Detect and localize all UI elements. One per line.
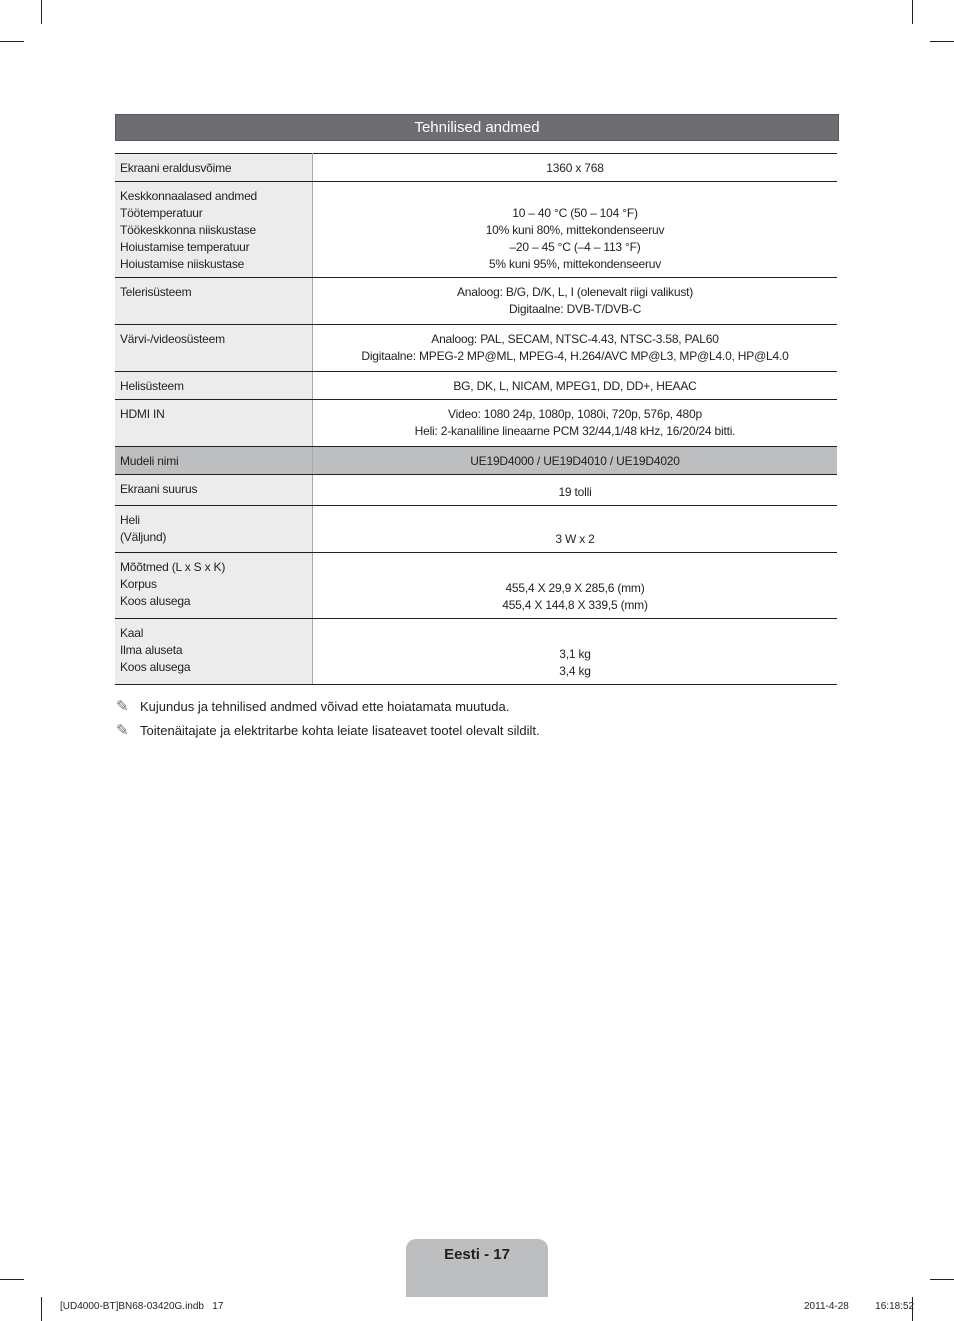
spec-label: Mõõtmed (L x S x K) Korpus Koos alusega bbox=[115, 553, 313, 619]
note-item bbox=[116, 694, 540, 718]
crop-mark bbox=[41, 0, 42, 24]
spec-value: BG, DK, L, NICAM, MPEG1, DD, DD+, HEAAC bbox=[313, 372, 838, 400]
spec-label: Värvi-/videosüsteem bbox=[115, 325, 313, 372]
spec-value: 3,1 kg 3,4 kg bbox=[313, 619, 838, 685]
section-title: Tehnilised andmed bbox=[115, 114, 839, 141]
spec-label: Helisüsteem bbox=[115, 372, 313, 400]
spec-label: Keskkonnaalased andmed Töötemperatuur Töökeskkonna niiskustase Hoiustamise temperatuur Hoiustamise niiskustase bbox=[115, 182, 313, 278]
crop-mark bbox=[0, 1279, 24, 1280]
spec-value: UE19D4000 / UE19D4010 / UE19D4020 bbox=[313, 447, 838, 475]
spec-table bbox=[115, 153, 837, 685]
table-row bbox=[115, 506, 837, 553]
footer-timestamp: 2011-4-28 16:18:52 bbox=[804, 1301, 915, 1312]
footer-file-info: [UD4000-BT]BN68-03420G.indb 17 bbox=[60, 1301, 224, 1312]
pencil-icon: ✎ bbox=[116, 698, 129, 715]
crop-mark bbox=[0, 41, 24, 42]
crop-mark bbox=[930, 41, 954, 42]
spec-value: 19 tolli bbox=[313, 475, 838, 506]
spec-label: Telerisüsteem bbox=[115, 278, 313, 325]
notes bbox=[116, 694, 540, 742]
page-label: Eesti - 17 bbox=[444, 1246, 510, 1263]
table-row bbox=[115, 400, 837, 447]
crop-mark bbox=[930, 1279, 954, 1280]
spec-label: Kaal Ilma aluseta Koos alusega bbox=[115, 619, 313, 685]
crop-mark bbox=[912, 0, 913, 24]
table-row bbox=[115, 325, 837, 372]
table-row bbox=[115, 182, 837, 278]
spec-value: 3 W x 2 bbox=[313, 506, 838, 553]
crop-mark bbox=[41, 1297, 42, 1321]
table-row bbox=[115, 372, 837, 400]
table-row bbox=[115, 447, 837, 475]
table-row bbox=[115, 553, 837, 619]
spec-value: 455,4 X 29,9 X 285,6 (mm) 455,4 X 144,8 X 339,5 (mm) bbox=[313, 553, 838, 619]
spec-value: 10 – 40 °C (50 – 104 °F) 10% kuni 80%, mittekondenseeruv –20 – 45 °C (–4 – 113 °F) 5% kuni 95%, mittekondenseeruv bbox=[313, 182, 838, 278]
table-row bbox=[115, 475, 837, 506]
pencil-icon: ✎ bbox=[116, 722, 129, 739]
table-row bbox=[115, 278, 837, 325]
spec-label: Ekraani eraldusvõime bbox=[115, 154, 313, 182]
spec-label: HDMI IN bbox=[115, 400, 313, 447]
spec-value: 1360 x 768 bbox=[313, 154, 838, 182]
spec-value: Analoog: B/G, D/K, L, I (olenevalt riigi valikust) Digitaalne: DVB-T/DVB-C bbox=[313, 278, 838, 325]
note-text: Kujundus ja tehnilised andmed võivad ette hoiatamata muutuda. bbox=[140, 698, 510, 714]
spec-label: Heli (Väljund) bbox=[115, 506, 313, 553]
note-item bbox=[116, 718, 540, 742]
spec-label: Ekraani suurus bbox=[115, 475, 313, 506]
spec-label: Mudeli nimi bbox=[115, 447, 313, 475]
table-row bbox=[115, 619, 837, 685]
page-number-tab bbox=[406, 1239, 548, 1297]
table-row bbox=[115, 154, 837, 182]
spec-value: Analoog: PAL, SECAM, NTSC-4.43, NTSC-3.58, PAL60 Digitaalne: MPEG-2 MP@ML, MPEG-4, H.264/AVC MP@L3, MP@L4.0, HP@L4.0 bbox=[313, 325, 838, 372]
spec-value: Video: 1080 24p, 1080p, 1080i, 720p, 576p, 480p Heli: 2-kanaliline lineaarne PCM 32/44,1/48 kHz, 16/20/24 bitti. bbox=[313, 400, 838, 447]
note-text: Toitenäitajate ja elektritarbe kohta leiate lisateavet tootel olevalt sildilt. bbox=[140, 722, 540, 738]
